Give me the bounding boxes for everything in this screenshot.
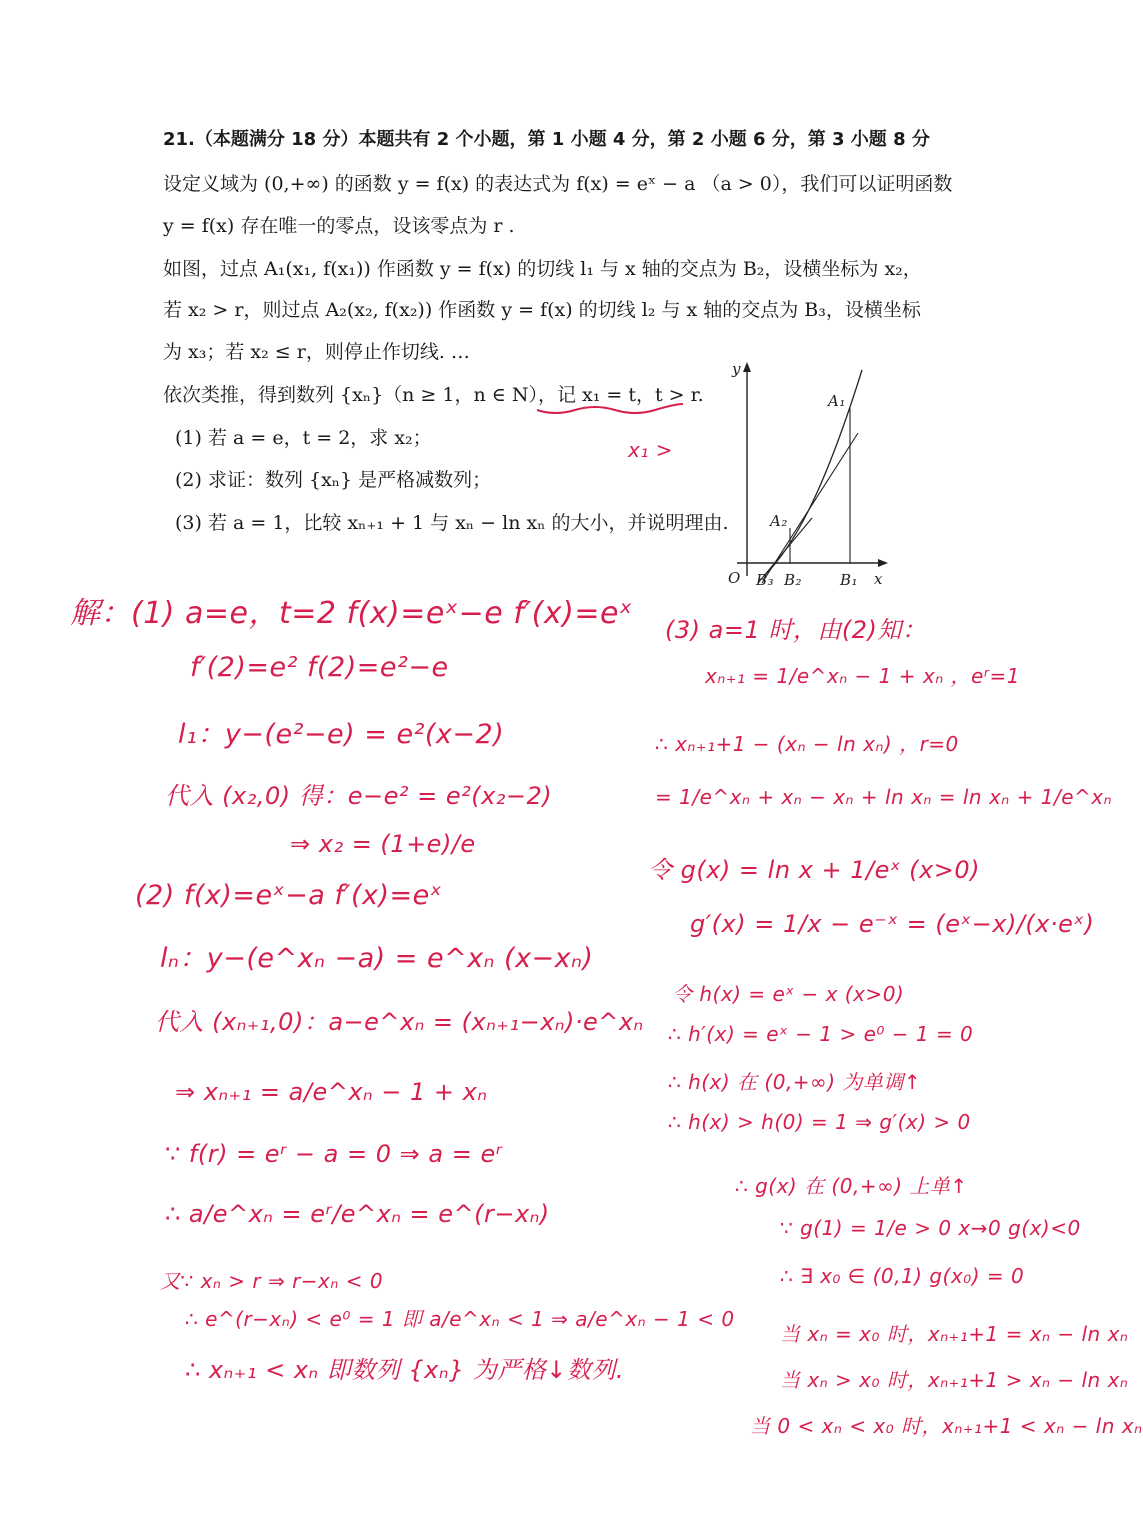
hand-right-line: ∵ g(1) = 1/e > 0 x→0 g(x)<0 [780, 1216, 1081, 1240]
hand-right-line: g′(x) = 1/x − e⁻ˣ = (eˣ−x)/(x·eˣ) [690, 910, 1095, 938]
hand-left-line: (2) f(x)=eˣ−a f′(x)=eˣ [135, 880, 443, 911]
hand-right-line: 令 g(x) = ln x + 1/eˣ (x>0) [648, 856, 980, 884]
question-line: 依次类推，得到数列 {xₙ}（n ≥ 1，n ∈ N），记 x₁ = t，t > r. [163, 384, 704, 406]
hand-left-line: 代入 (x₂,0) 得：e−e² = e²(x₂−2) [165, 782, 553, 810]
hand-right-line: 当 0 < xₙ < x₀ 时，xₙ₊₁+1 < xₙ − ln xₙ [750, 1414, 1143, 1438]
hand-right-line: ∴ h(x) 在 (0,+∞) 为单调↑ [668, 1070, 922, 1094]
hand-right-line: 令 h(x) = eˣ − x (x>0) [672, 982, 905, 1006]
hand-right-line: (3) a=1 时，由(2)知： [665, 616, 927, 644]
hand-right-line: ∴ h′(x) = eˣ − 1 > e⁰ − 1 = 0 [668, 1022, 974, 1046]
figure-point-b3: B₃ [756, 571, 775, 589]
hand-left-line: 又∵ xₙ > r ⇒ r−xₙ < 0 [160, 1269, 384, 1293]
hand-left-line: f′(2)=e² f(2)=e²−e [190, 652, 449, 683]
tangent-figure [722, 358, 892, 590]
hand-left-line: ∴ xₙ₊₁ < xₙ 即数列 {xₙ} 为严格↓数列. [185, 1356, 625, 1384]
question-line: 设定义域为 (0,+∞) 的函数 y = f(x) 的表达式为 f(x) = eˣ − a （a > 0），我们可以证明函数 [163, 173, 953, 195]
question-part-2: (2) 求证：数列 {xₙ} 是严格减数列； [175, 469, 492, 491]
figure-origin-label: O [728, 569, 741, 587]
figure-point-a1: A₁ [828, 392, 846, 410]
hand-right-line: xₙ₊₁ = 1/e^xₙ − 1 + xₙ ，eʳ=1 [705, 664, 1021, 688]
hand-right-line: 当 xₙ = x₀ 时，xₙ₊₁+1 = xₙ − ln xₙ [780, 1322, 1129, 1346]
hand-left-line: lₙ：y−(e^xₙ −a) = e^xₙ (x−xₙ) [160, 943, 594, 974]
question-line: 若 x₂ > r，则过点 A₂(x₂, f(x₂)) 作函数 y = f(x) 的切线 l₂ 与 x 轴的交点为 B₃，设横坐标 [163, 299, 921, 321]
figure-y-label: y [732, 360, 741, 378]
underline-scribble [535, 402, 685, 416]
hand-left-line: l₁：y−(e²−e) = e²(x−2) [178, 719, 505, 750]
hand-right-line: 当 xₙ > x₀ 时，xₙ₊₁+1 > xₙ − ln xₙ [780, 1368, 1129, 1392]
question-line: 如图，过点 A₁(x₁, f(x₁)) 作函数 y = f(x) 的切线 l₁ 与 x 轴的交点为 B₂，设横坐标为 x₂， [163, 258, 922, 280]
margin-note: x₁ > [628, 438, 673, 462]
hand-right-line: ∴ xₙ₊₁+1 − (xₙ − ln xₙ) ，r=0 [655, 732, 959, 756]
question-header: 21.（本题满分 18 分）本题共有 2 个小题，第 1 小题 4 分，第 2 小题 6 分，第 3 小题 8 分 [163, 129, 930, 150]
question-part-1: (1) 若 a = e，t = 2，求 x₂； [175, 427, 432, 449]
question-line: y = f(x) 存在唯一的零点，设该零点为 r . [163, 215, 515, 237]
figure-point-a2: A₂ [770, 512, 788, 530]
hand-left-line: ∴ a/e^xₙ = eʳ/e^xₙ = e^(r−xₙ) [165, 1200, 550, 1228]
figure-point-b2: B₂ [784, 571, 803, 589]
hand-left-line: ⇒ x₂ = (1+e)/e [290, 830, 476, 858]
question-part-3: (3) 若 a = 1，比较 xₙ₊₁ + 1 与 xₙ − ln xₙ 的大小，并说明理由. [175, 512, 729, 534]
figure-x-label: x [874, 570, 883, 588]
hand-left-line: ∴ e^(r−xₙ) < e⁰ = 1 即 a/e^xₙ < 1 ⇒ a/e^xₙ − 1 < 0 [185, 1307, 735, 1331]
hand-left-line: 代入 (xₙ₊₁,0)：a−e^xₙ = (xₙ₊₁−xₙ)·e^xₙ [155, 1008, 644, 1036]
hand-right-line: ∴ h(x) > h(0) = 1 ⇒ g′(x) > 0 [668, 1110, 971, 1134]
hand-right-line: ∴ ∃ x₀ ∈ (0,1) g(x₀) = 0 [780, 1264, 1025, 1288]
question-line: 为 x₃；若 x₂ ≤ r，则停止作切线. … [163, 341, 470, 363]
figure-point-b1: B₁ [840, 571, 859, 589]
hand-right-line: ∴ g(x) 在 (0,+∞) 上单↑ [735, 1174, 968, 1198]
hand-left-line: ⇒ xₙ₊₁ = a/e^xₙ − 1 + xₙ [175, 1078, 488, 1106]
hand-left-line: 解：(1) a=e，t=2 f(x)=eˣ−e f′(x)=eˣ [70, 596, 633, 631]
hand-left-line: ∵ f(r) = eʳ − a = 0 ⇒ a = eʳ [165, 1140, 503, 1168]
hand-right-line: = 1/e^xₙ + xₙ − xₙ + ln xₙ = ln xₙ + 1/e^xₙ [655, 785, 1113, 809]
